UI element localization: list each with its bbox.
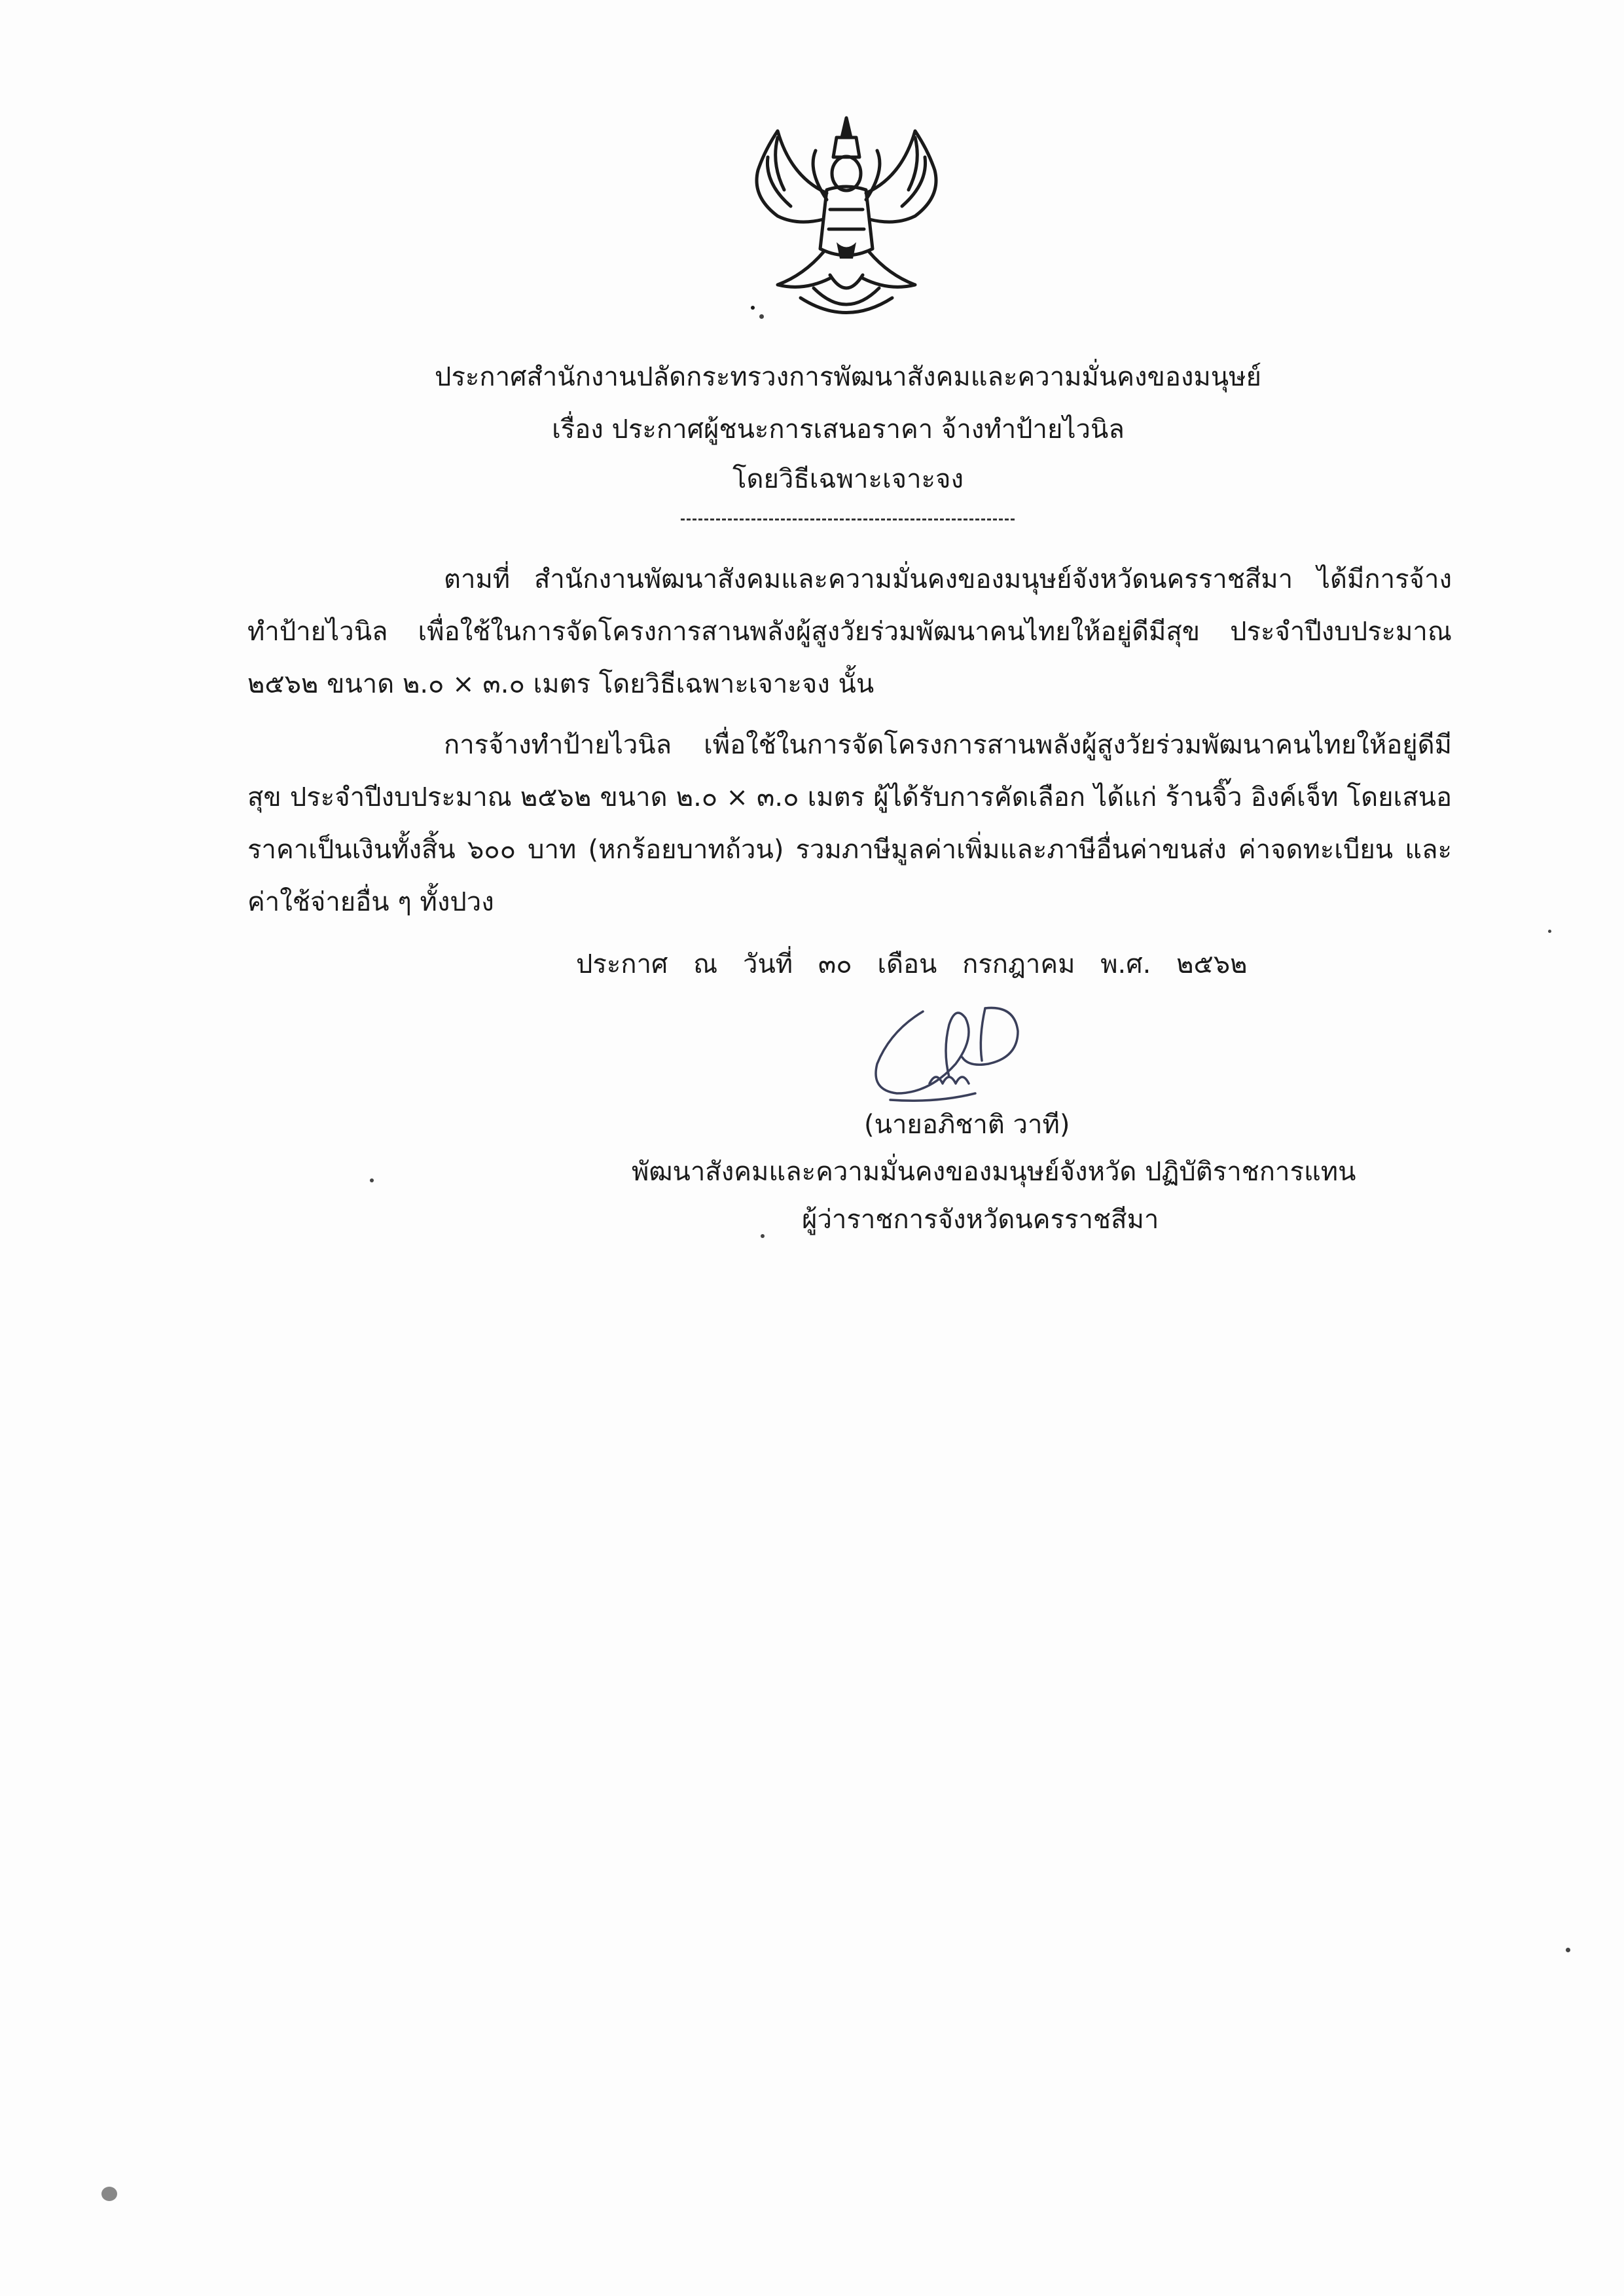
date-month-label: เดือน: [877, 949, 937, 979]
scan-speck: [1566, 1948, 1570, 1952]
signer-position: พัฒนาสังคมและความมั่นคงของมนุษย์จังหวัด ปฏิบัติราชการแทน: [632, 1157, 1356, 1187]
date-at: ณ: [693, 949, 718, 979]
garuda-emblem-icon: [738, 111, 954, 334]
date-year: ๒๕๖๒: [1176, 949, 1248, 979]
date-day-label: วันที่: [742, 949, 793, 979]
signer-acting-for: ผู้ว่าราชการจังหวัดนครราชสีมา: [802, 1205, 1159, 1235]
date-month: กรกฎาคม: [962, 949, 1075, 979]
header-divider: [681, 519, 1015, 520]
scan-speck: [101, 2187, 117, 2201]
date-prefix: ประกาศ: [576, 949, 668, 979]
announcement-subject: เรื่อง ประกาศผู้ชนะการเสนอราคา จ้างทำป้ายไวนิล: [552, 414, 1125, 445]
signer-name: (นายอภิชาติ วาที): [864, 1110, 1070, 1140]
date-year-label: พ.ศ.: [1100, 949, 1151, 979]
scan-speck: [761, 1234, 765, 1238]
procurement-method: โดยวิธีเฉพาะเจาะจง: [732, 464, 964, 494]
body-paragraph-2: [247, 719, 1452, 928]
scan-speck: [370, 1178, 374, 1182]
announcement-date: [576, 946, 1265, 983]
scan-speck: [759, 314, 764, 319]
date-day: ๓๐: [818, 949, 852, 979]
paragraph-1-text: ตามที่ สำนักงานพัฒนาสังคมและความมั่นคงของมนุษย์จังหวัดนครราชสีมา ได้มีการจ้างทำป้ายไวนิล เพื่อใช้ในการจัดโครงการสานพลังผู้สูงวัยร่วมพัฒนาคนไทยให้อยู่ดีมีสุข ประจำปีงบประมาณ ๒๕๖๒ ขนาด ๒.๐ × ๓.๐ เมตร โดยวิธีเฉพาะเจาะจง นั้น: [247, 564, 1452, 699]
paragraph-2-text: การจ้างทำป้ายไวนิล เพื่อใช้ในการจัดโครงการสานพลังผู้สูงวัยร่วมพัฒนาคนไทยให้อยู่ดีมีสุข ประจำปีงบประมาณ ๒๕๖๒ ขนาด ๒.๐ × ๓.๐ เมตร ผู้ได้รับการคัดเลือก ได้แก่ ร้านจิ๊ว อิงค์เจ็ท โดยเสนอราคาเป็นเงินทั้งสิ้น ๖๐๐ บาท (หกร้อยบาทถ้วน) รวมภาษีมูลค่าเพิ่มและภาษีอื่นค่าขนส่ง ค่าจดทะเบียน และค่าใช้จ่ายอื่น ๆ ทั้งปวง: [247, 730, 1452, 917]
announcement-title: ประกาศสำนักงานปลัดกระทรวงการพัฒนาสังคมและความมั่นคงของมนุษย์: [435, 362, 1261, 392]
body-paragraph-1: [247, 553, 1452, 710]
scan-speck: [1548, 930, 1551, 933]
handwritten-signature: [851, 985, 1047, 1110]
